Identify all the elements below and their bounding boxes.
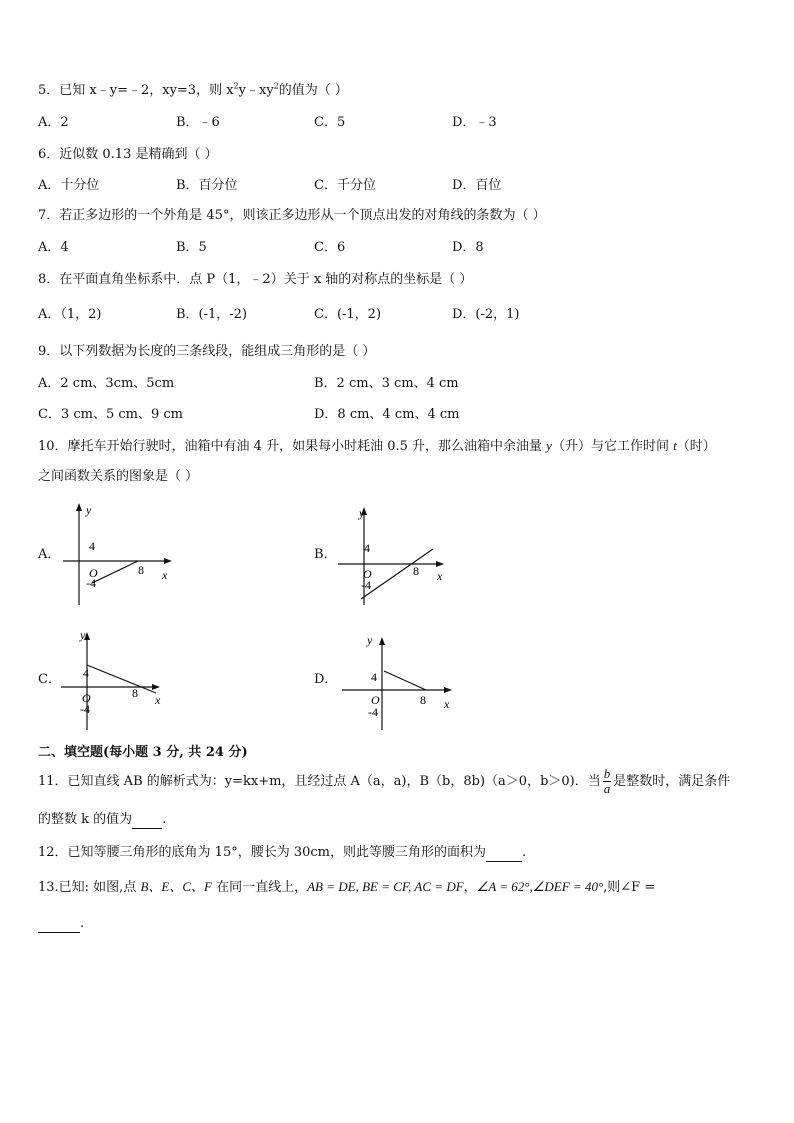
graph-a-origin: O bbox=[89, 566, 98, 580]
graph-a bbox=[58, 500, 178, 614]
q13-stem: 13.已知: 如图,点 B、E、C、F 在同一直线上，AB = DE, BE = CF, AC = DF，∠A = 62°,∠DEF = 40°,则∠F = bbox=[38, 879, 656, 895]
graph-a-svg bbox=[58, 500, 178, 610]
graph-b-y-label: y bbox=[359, 506, 365, 520]
q10-stem-line2: 之间函数关系的图象是（ ） bbox=[38, 469, 199, 484]
q5-option-a: A．2 bbox=[38, 115, 69, 130]
graph-c-tick-4: 4 bbox=[83, 666, 89, 680]
graph-b bbox=[334, 500, 454, 614]
graph-d-tick-4: 4 bbox=[371, 670, 377, 684]
q7-option-b: B．5 bbox=[176, 240, 207, 255]
q7-option-d: D．8 bbox=[452, 240, 484, 255]
graph-a-y-label: y bbox=[86, 503, 92, 517]
q13-answer-blank[interactable] bbox=[38, 916, 80, 933]
q5-option-b: B．﹣6 bbox=[176, 115, 220, 130]
graph-d-tick-8: 8 bbox=[420, 693, 426, 707]
graph-b-origin: O bbox=[363, 567, 372, 581]
q8-option-b: B．(-1，-2) bbox=[176, 307, 248, 322]
graph-c-tick-neg4: -4 bbox=[80, 702, 90, 716]
graph-a-x-label: x bbox=[162, 568, 168, 582]
graph-b-tick-8: 8 bbox=[413, 564, 419, 578]
graph-d-svg bbox=[340, 630, 460, 740]
graph-d-origin: O bbox=[371, 693, 380, 707]
q8-option-c: C．(-1，2) bbox=[314, 307, 382, 322]
q6-option-d: D．百位 bbox=[452, 178, 502, 193]
q9-stem: 9．以下列数据为长度的三条线段，能组成三角形的是（ ） bbox=[38, 344, 376, 359]
graph-c-line bbox=[87, 665, 156, 693]
q10-option-b-label: B． bbox=[314, 547, 337, 562]
q7-option-c: C．6 bbox=[314, 240, 346, 255]
q5-option-d: D．﹣3 bbox=[452, 115, 497, 130]
q6-option-a: A．十分位 bbox=[38, 178, 100, 193]
q10-option-d-label: D． bbox=[314, 672, 338, 687]
graph-d-tick-neg4: -4 bbox=[368, 705, 378, 719]
graph-c-y-label: y bbox=[80, 628, 86, 642]
graph-a-tick-neg4: -4 bbox=[86, 576, 96, 590]
q11-stem-line2: 的整数 k 的值为 . bbox=[38, 812, 167, 827]
q12-answer-blank[interactable] bbox=[486, 845, 522, 862]
q9-option-a: A．2 cm、3cm、5cm bbox=[38, 376, 175, 391]
q9-option-c: C．3 cm、5 cm、9 cm bbox=[38, 407, 183, 422]
q9-option-d: D．8 cm、4 cm、4 cm bbox=[314, 407, 460, 422]
graph-a-line bbox=[92, 561, 138, 583]
q12-stem: 12．已知等腰三角形的底角为 15°，腰长为 30cm，则此等腰三角形的面积为 . bbox=[38, 845, 527, 860]
q11-answer-blank[interactable] bbox=[132, 812, 162, 829]
q11-fraction: $\frac{b}{a}$ bbox=[603, 766, 611, 796]
q5-option-c: C．5 bbox=[314, 115, 346, 130]
q10-option-c-label: C． bbox=[38, 672, 61, 687]
graph-d-x-label: x bbox=[444, 697, 450, 711]
q6-option-b: B．百分位 bbox=[176, 178, 238, 193]
graph-c bbox=[58, 625, 178, 739]
graph-d-y-label: y bbox=[367, 633, 373, 647]
q9-option-b: B．2 cm、3 cm、4 cm bbox=[314, 376, 459, 391]
q5-stem: 5．已知 x﹣y=﹣2，xy=3，则 $x^2y﹣xy^2$的值为（ ） bbox=[38, 81, 348, 98]
graph-a-tick-8: 8 bbox=[138, 563, 144, 577]
graph-c-tick-8: 8 bbox=[132, 686, 138, 700]
q10-stem-line1: 10．摩托车开始行驶时，油箱中有油 4 升，如果每小时耗油 0.5 升，那么油箱中余油量 y（升）与它工作时间 t（时） bbox=[38, 438, 716, 454]
q6-option-c: C．千分位 bbox=[314, 178, 376, 193]
graph-b-tick-neg4: -4 bbox=[361, 578, 371, 592]
q7-option-a: A．4 bbox=[38, 240, 69, 255]
q10-option-a-label: A． bbox=[38, 547, 61, 562]
q13-answer-line: . bbox=[38, 916, 84, 933]
q8-option-d: D．(-2，1) bbox=[452, 307, 520, 322]
q8-option-a: A．（1，2) bbox=[38, 307, 102, 322]
graph-b-tick-4: 4 bbox=[364, 541, 370, 555]
graph-d-line bbox=[384, 671, 426, 690]
graph-c-origin: O bbox=[82, 691, 91, 705]
q6-stem: 6．近似数 0.13 是精确到（ ） bbox=[38, 147, 218, 162]
graph-b-x-label: x bbox=[437, 569, 443, 583]
q11-stem-line1: 11．已知直线 AB 的解析式为：y=kx+m，且经过点 A（a，a)，B（b，8b)（a＞0，b＞0)．当 $\frac{b}{a}$ 是整数时，满足条件 bbox=[38, 766, 731, 796]
q7-stem: 7．若正多边形的一个外角是 45°，则该正多边形从一个顶点出发的对角线的条数为（ ） bbox=[38, 208, 546, 223]
section-2-heading: 二、填空题(每小题 3 分, 共 24 分) bbox=[38, 745, 248, 760]
graph-c-svg bbox=[58, 625, 178, 735]
graph-d bbox=[340, 630, 460, 744]
q8-stem: 8．在平面直角坐标系中．点 P（1，﹣2）关于 x 轴的对称点的坐标是（ ） bbox=[38, 272, 473, 287]
graph-a-tick-4: 4 bbox=[89, 539, 95, 553]
graph-b-svg bbox=[334, 500, 454, 610]
graph-b-line bbox=[361, 549, 433, 599]
graph-c-x-label: x bbox=[155, 693, 161, 707]
